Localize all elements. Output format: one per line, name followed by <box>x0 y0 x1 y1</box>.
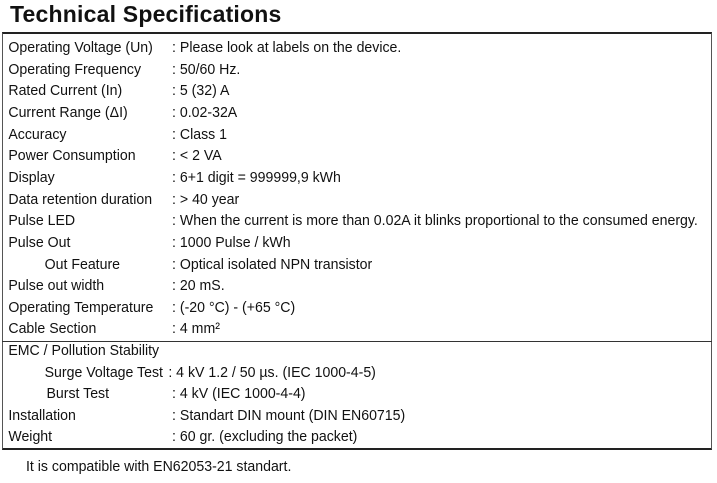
spec-value: : 1000 Pulse / kWh <box>172 234 291 251</box>
spec-label: EMC / Pollution Stability <box>8 342 160 359</box>
spec-row-pulse-out <box>0 232 667 253</box>
spec-label: Weight <box>8 428 53 445</box>
spec-row-pulse-out-width <box>0 275 667 296</box>
spec-label: Current Range (ΔI) <box>8 104 128 121</box>
spec-label: Installation <box>8 407 76 424</box>
spec-label: Cable Section <box>8 320 97 337</box>
spec-row-current-range <box>0 102 667 123</box>
spec-value: : 0.02-32A <box>172 104 238 121</box>
spec-label: Power Consumption <box>8 147 136 164</box>
spec-row-surge-voltage <box>0 362 667 383</box>
spec-label: Pulse LED <box>8 212 76 229</box>
spec-label: Burst Test <box>46 385 110 402</box>
spec-row-operating-temperature <box>0 297 667 318</box>
spec-label: Operating Voltage (Un) <box>8 39 153 56</box>
spec-value: : < 2 VA <box>172 147 222 164</box>
spec-row-rated-current <box>0 80 667 101</box>
spec-row-installation <box>0 405 667 426</box>
compatibility-note: It is compatible with EN62053-21 standart. <box>26 458 292 475</box>
spec-row-operating-voltage <box>0 37 667 58</box>
spec-label: Pulse Out <box>8 234 71 251</box>
spec-label: Accuracy <box>8 126 67 143</box>
spec-value: : > 40 year <box>172 191 240 208</box>
spec-label: Out Feature <box>44 256 121 273</box>
spec-label: Rated Current (In) <box>8 82 123 99</box>
spec-row-accuracy <box>0 124 667 145</box>
spec-value: : Standart DIN mount (DIN EN60715) <box>172 407 406 424</box>
spec-label: Pulse out width <box>8 277 105 294</box>
spec-row-weight <box>0 426 667 447</box>
spec-value: : 6+1 digit = 999999,9 kWh <box>172 169 341 186</box>
spec-value: : 4 kV (IEC 1000-4-4) <box>172 385 306 402</box>
spec-value: : Please look at labels on the device. <box>172 39 402 56</box>
spec-value: : 20 mS. <box>172 277 225 294</box>
spec-value: : 5 (32) A <box>172 82 230 99</box>
spec-value: : (-20 °C) - (+65 °C) <box>172 299 296 316</box>
spec-row-display <box>0 167 667 188</box>
page-title: Technical Specifications <box>10 1 282 27</box>
spec-row-operating-frequency <box>0 59 667 80</box>
spec-row-data-retention <box>0 189 667 210</box>
spec-value: : When the current is more than 0.02A it blinks proportional to the consumed energy. <box>172 212 698 229</box>
spec-label: Display <box>8 169 55 186</box>
spec-row-burst-test <box>0 383 667 404</box>
spec-row-out-feature <box>0 254 667 275</box>
spec-row-cable-section <box>0 318 667 339</box>
spec-label: Surge Voltage Test <box>44 364 163 381</box>
spec-row-pulse-led <box>0 210 698 231</box>
spec-value: : 60 gr. (excluding the packet) <box>172 428 358 445</box>
spec-value: : 4 mm² <box>172 320 220 337</box>
spec-label: Operating Temperature <box>8 299 154 316</box>
spec-row-emc-pollution <box>0 340 667 361</box>
spec-value: : 4 kV 1.2 / 50 µs. (IEC 1000-4-5) <box>168 364 376 381</box>
spec-value: : 50/60 Hz. <box>172 61 241 78</box>
spec-label: Data retention duration <box>8 191 153 208</box>
spec-value: : Optical isolated NPN transistor <box>172 256 373 273</box>
spec-label: Operating Frequency <box>8 61 142 78</box>
spec-row-power-consumption <box>0 145 667 166</box>
spec-value: : Class 1 <box>172 126 228 143</box>
